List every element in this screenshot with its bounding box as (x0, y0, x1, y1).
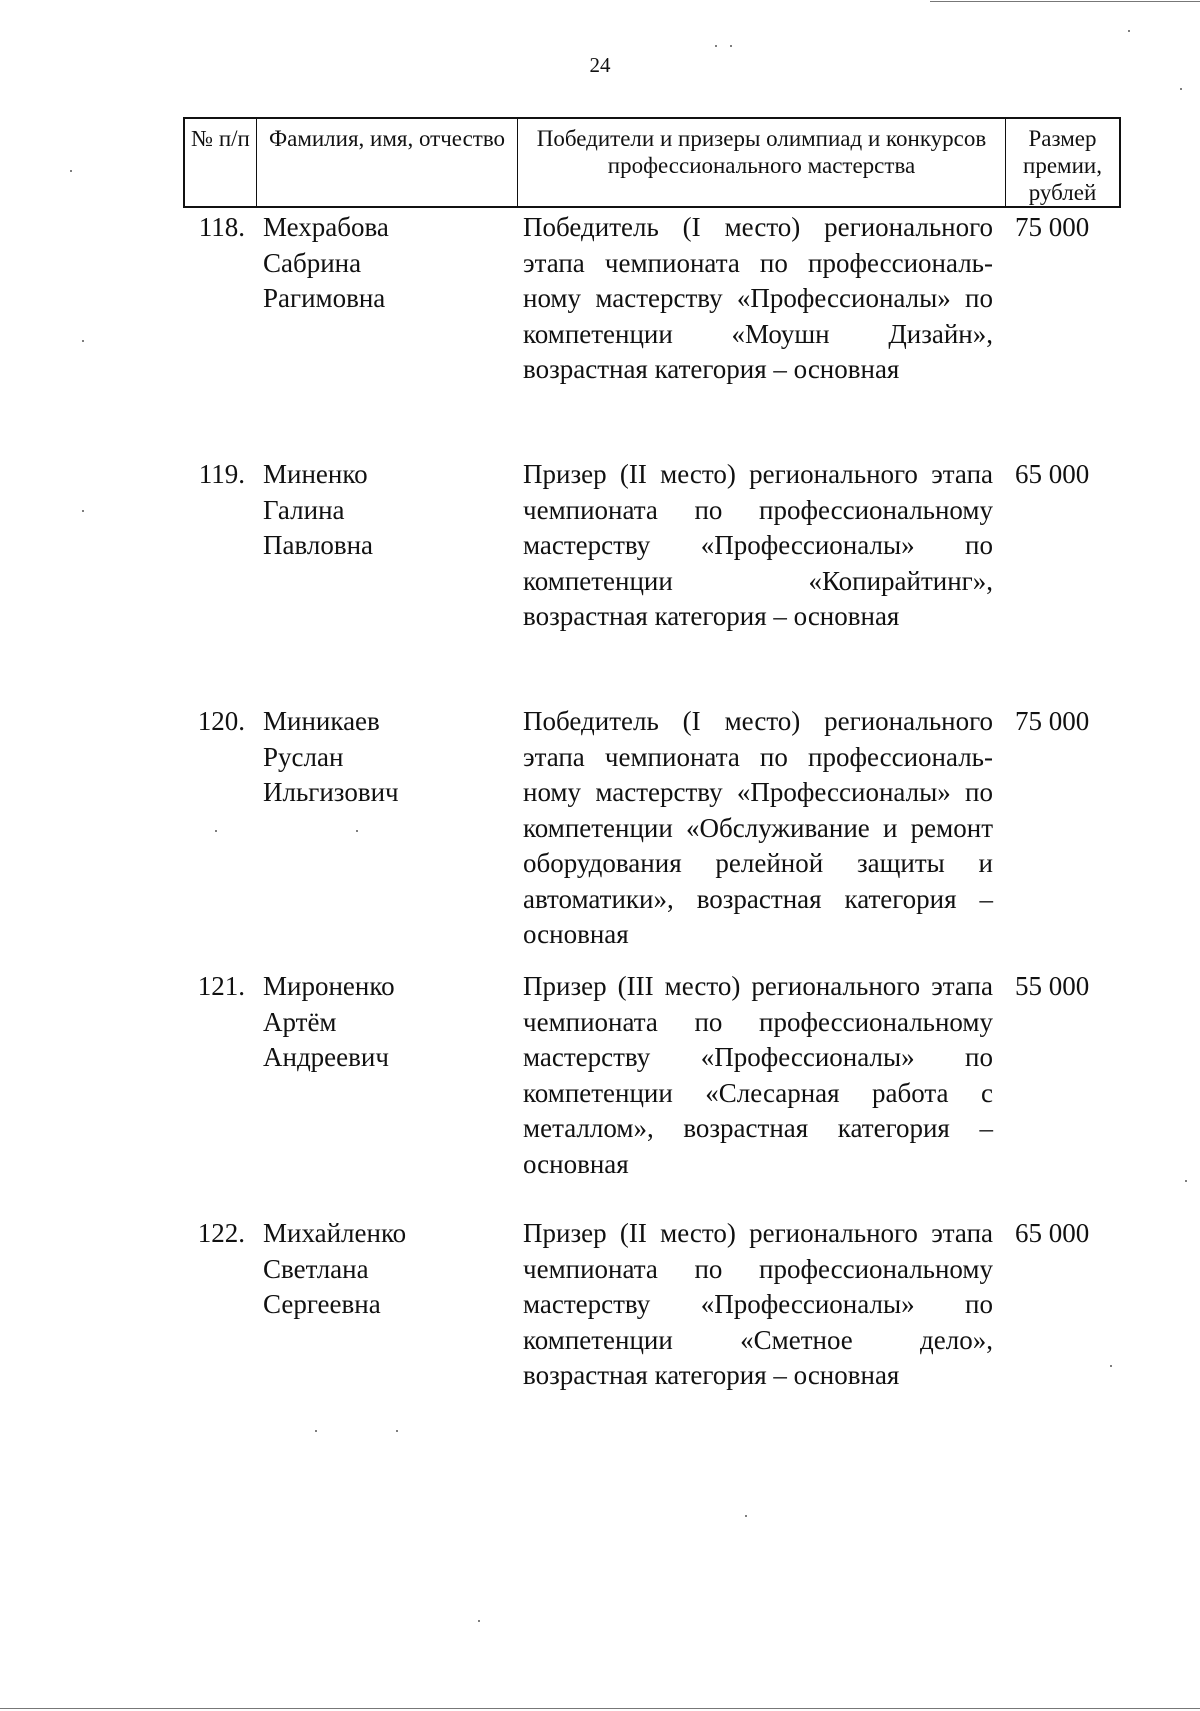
row-surname: Миненко (263, 459, 368, 489)
scan-speck (70, 170, 72, 172)
row-prize: 65 000 (1015, 459, 1090, 489)
scan-speck (1180, 88, 1182, 90)
scan-speck (356, 830, 358, 832)
header-col-prize: Размер премии, рублей (1023, 126, 1102, 205)
row-full-name (263, 969, 513, 1076)
row-first-name: Артём (263, 1006, 337, 1037)
row-prize: 65 000 (1015, 1218, 1090, 1248)
scan-speck (730, 45, 732, 47)
scan-edge-line (0, 1708, 1200, 1709)
row-patronymic: Ильгизович (263, 777, 399, 807)
scan-speck (1110, 1365, 1112, 1367)
header-col-description: Победители и призеры олимпиад и конкурсов профессионального мастерства (518, 119, 1006, 206)
row-description: Победитель (I место) регионального этапа чемпионата по профессиональному мастерству «Профессионалы» по компетенции «Моушн Дизайн», возрастная категория – основная (523, 212, 993, 384)
row-first-name: Сабрина (263, 247, 362, 278)
row-description: Призер (II место) регионального этапа чемпионата по профессиональному мастерству «Профессионалы» по компетенции «Сметное дело», возрастная категория – основная (523, 1218, 993, 1390)
row-first-name: Светлана (263, 1253, 369, 1284)
scan-edge-line (930, 1, 1200, 2)
scan-speck (215, 830, 217, 832)
scan-speck (315, 1430, 317, 1432)
row-prize: 75 000 (1015, 706, 1090, 736)
row-description: Призер (III место) регионального этапа чемпионата по профессиональному мастерству «Профессионалы» по компетенции «Слесарная работа с металлом», возрастная категория – основная (523, 971, 993, 1179)
row-full-name (263, 704, 513, 811)
scan-speck (478, 1620, 480, 1622)
scan-speck (1128, 30, 1130, 32)
row-description: Призер (II место) регионального этапа чемпионата по профессиональному мастерству «Профессионалы» по компетенции «Копирайтинг», возрастная категория – основная (523, 459, 993, 631)
header-col-number: № п/п (185, 119, 257, 206)
row-first-name: Руслан (263, 741, 344, 772)
row-patronymic: Сергеевна (263, 1289, 381, 1319)
scan-speck (715, 45, 717, 47)
row-surname: Михайленко (263, 1218, 407, 1248)
row-surname: Миникаев (263, 706, 380, 736)
row-first-name: Галина (263, 494, 345, 525)
row-patronymic: Андреевич (263, 1042, 389, 1072)
page-number: 24 (589, 53, 611, 77)
row-number: 120. (197, 706, 245, 736)
row-full-name (263, 1216, 513, 1323)
scan-speck (82, 510, 84, 512)
table-header (183, 117, 1121, 208)
row-description: Победитель (I место) регионального этапа чемпионата по профессиональному мастерству «Профессионалы» по компетенции «Обслуживание и ремонт оборудования релейной защиты и автоматики», возрастная категория – основная (523, 706, 993, 949)
row-number: 118. (198, 212, 245, 242)
scan-speck (1185, 1180, 1187, 1182)
row-full-name (263, 210, 513, 317)
row-prize: 75 000 (1015, 212, 1090, 242)
row-full-name (263, 457, 513, 564)
scan-speck (82, 340, 84, 342)
row-number: 121. (197, 971, 245, 1001)
row-number: 122. (197, 1218, 245, 1248)
header-col-name: Фамилия, имя, отчество (257, 119, 518, 206)
row-prize: 55 000 (1015, 971, 1090, 1001)
row-patronymic: Павловна (263, 530, 374, 560)
row-surname: Мехрабова (263, 212, 389, 242)
row-patronymic: Рагимовна (263, 283, 386, 313)
row-number: 119. (198, 459, 245, 489)
row-surname: Мироненко (263, 971, 395, 1001)
scan-speck (745, 1515, 747, 1517)
scan-speck (396, 1430, 398, 1432)
